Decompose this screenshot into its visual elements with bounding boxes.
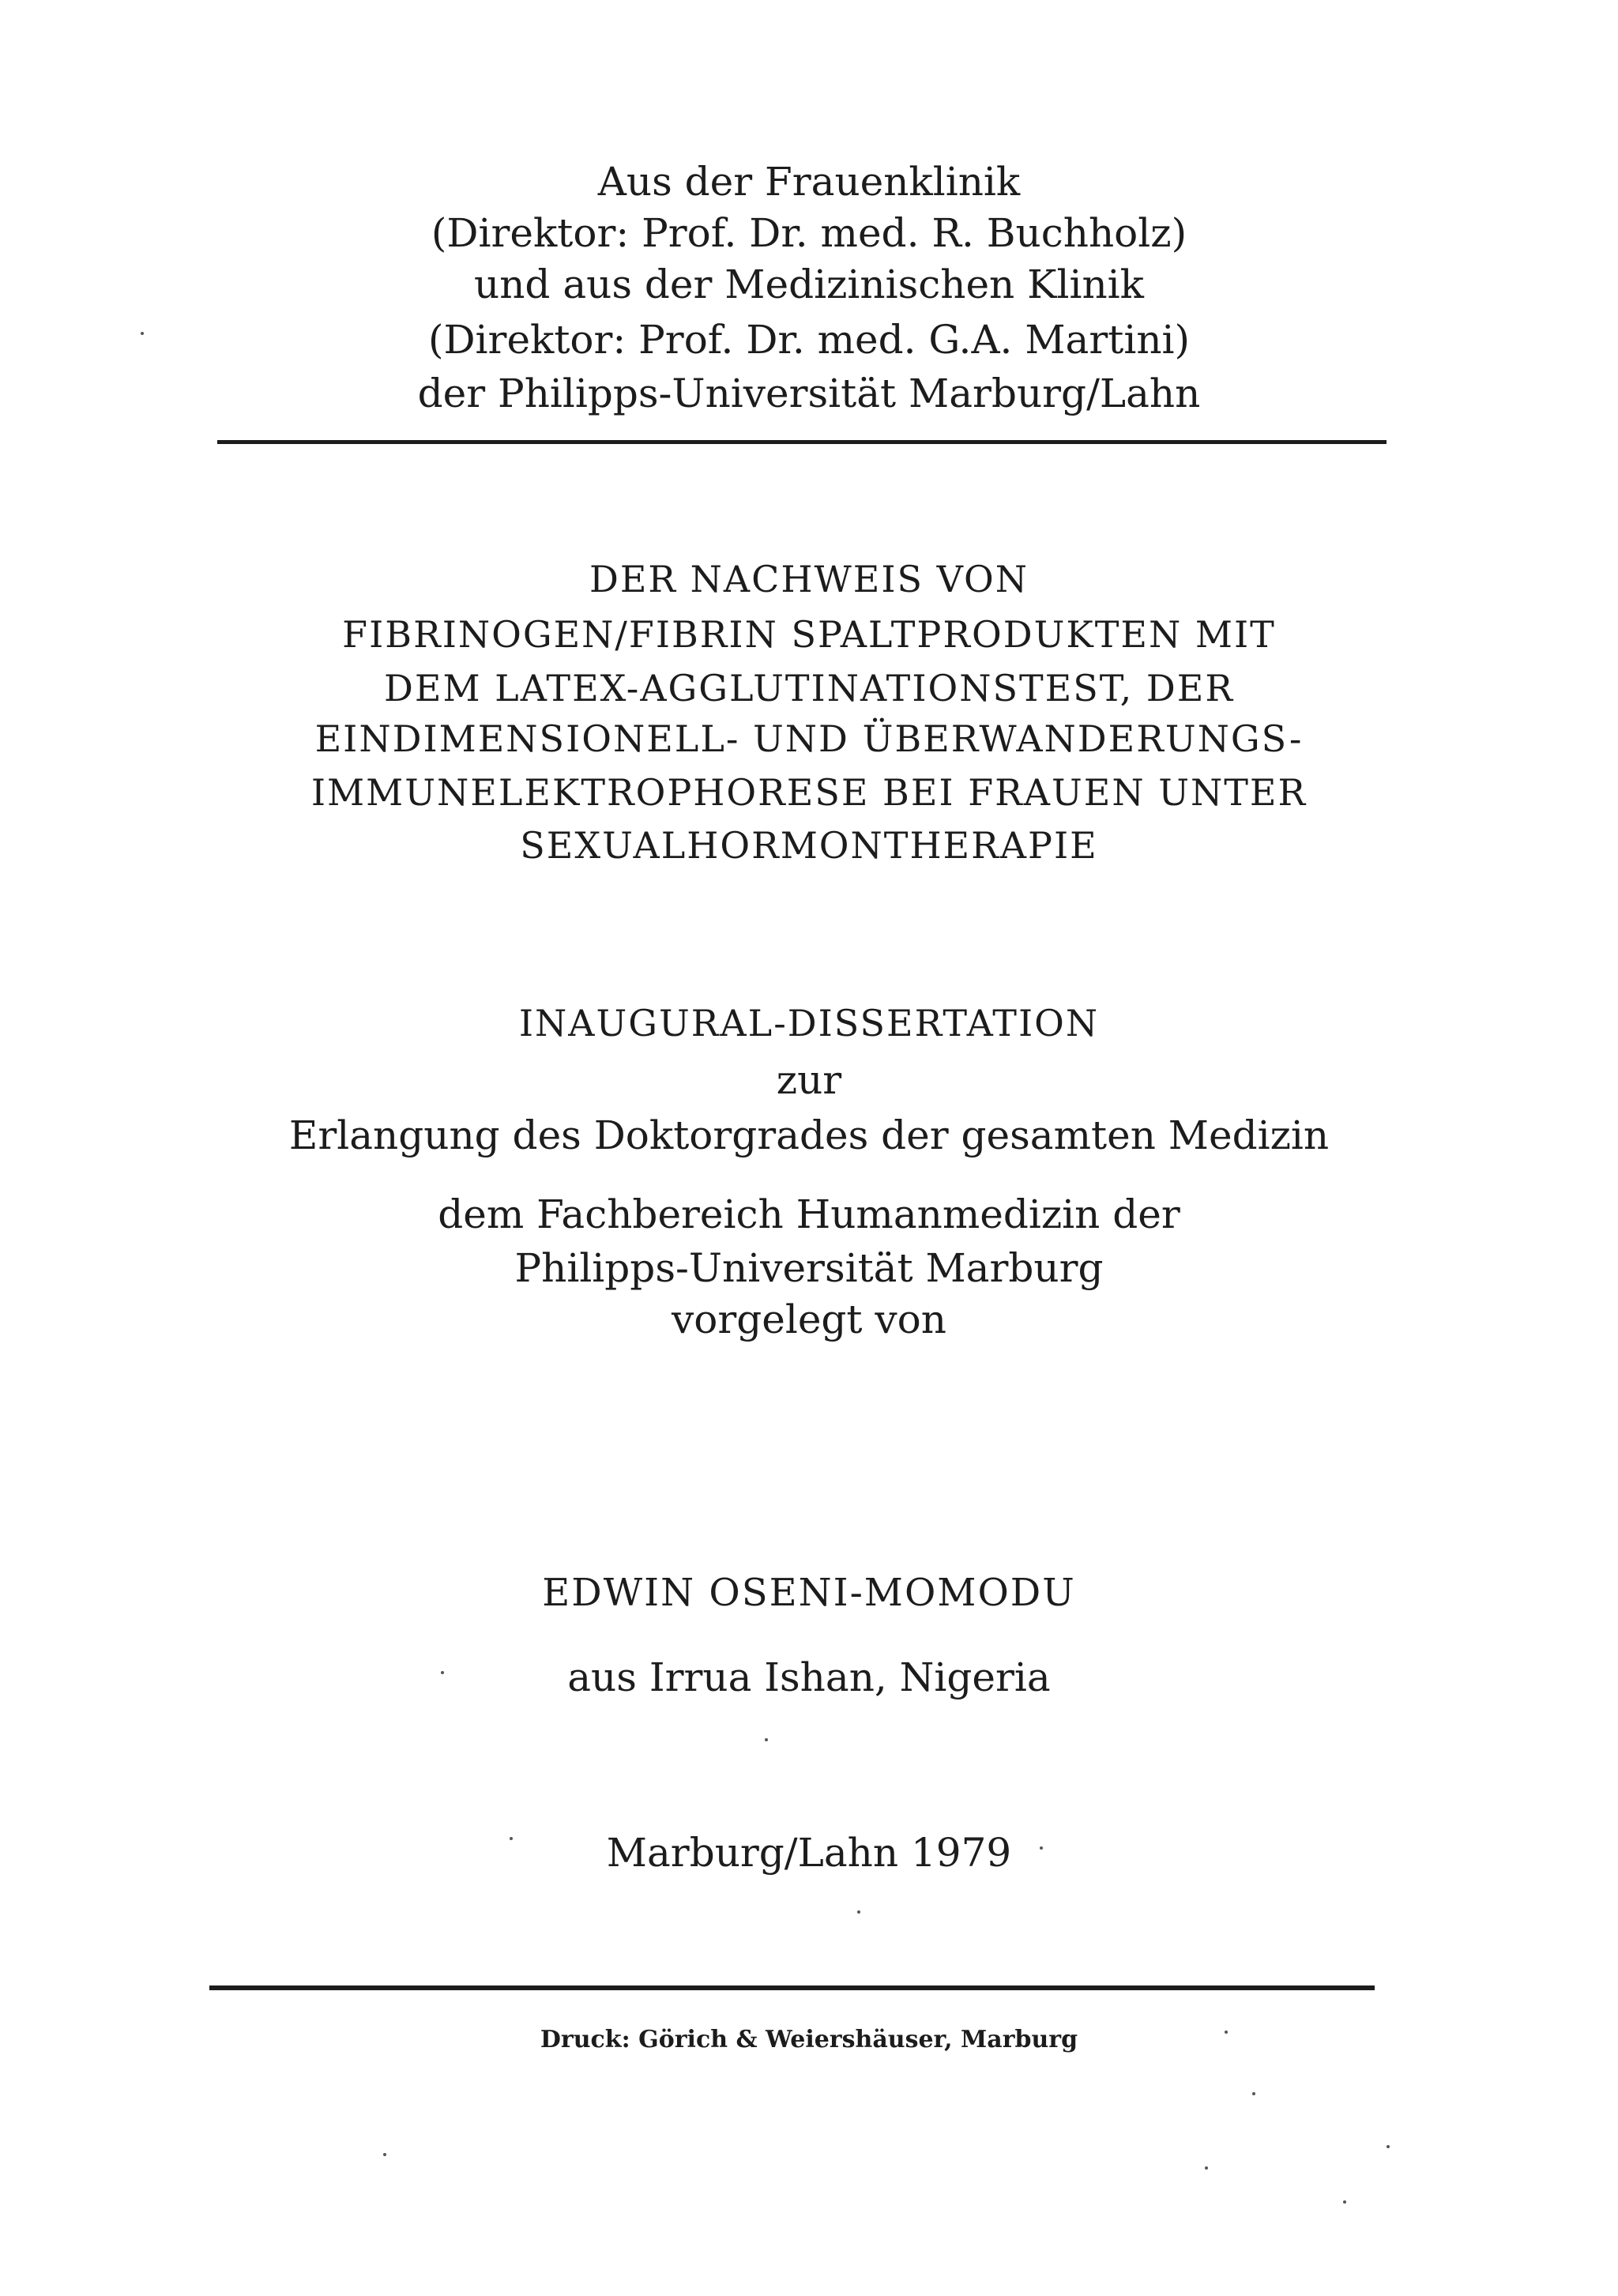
institution-line-5: der Philipps-Universität Marburg/Lahn [417, 371, 1201, 416]
statement-line-6: vorgelegt von [672, 1297, 946, 1342]
statement-line-2: zur [776, 1057, 842, 1103]
scan-speck [441, 1671, 444, 1674]
title-line-1: DER NACHWEIS VON [589, 558, 1029, 600]
scan-speck [141, 332, 144, 335]
scan-speck [1387, 2145, 1390, 2148]
title-line-5: IMMUNELEKTROPHORESE BEI FRAUEN UNTER [310, 771, 1308, 814]
institution-line-4: (Direktor: Prof. Dr. med. G.A. Martini) [427, 317, 1191, 363]
author-origin: aus Irrua Ishan, Nigeria [567, 1654, 1051, 1700]
scan-speck [383, 2153, 386, 2156]
title-line-4: EINDIMENSIONELL- UND ÜBERWANDERUNGS- [314, 717, 1304, 760]
top-divider-rule [217, 440, 1387, 444]
author-name: EDWIN OSENI-MOMODU [542, 1571, 1076, 1615]
title-line-3: DEM LATEX-AGGLUTINATIONSTEST, DER [383, 667, 1235, 710]
scan-speck [765, 1738, 768, 1741]
title-line-2: FIBRINOGEN/FIBRIN SPALTPRODUKTEN MIT [342, 613, 1276, 656]
scan-speck [1225, 2031, 1228, 2034]
statement-line-3: Erlangung des Doktorgrades der gesamten Medizin [288, 1112, 1330, 1158]
place-and-year: Marburg/Lahn 1979 [606, 1830, 1012, 1876]
statement-line-4: dem Fachbereich Humanmedizin der [438, 1191, 1180, 1237]
title-line-6: SEXUALHORMONTHERAPIE [520, 824, 1098, 867]
institution-line-2: (Direktor: Prof. Dr. med. R. Buchholz) [431, 210, 1187, 256]
scan-speck [857, 1910, 860, 1914]
scan-speck [1343, 2200, 1346, 2204]
scan-speck [1252, 2092, 1255, 2095]
bottom-divider-rule [209, 1985, 1375, 1990]
scan-speck [1205, 2166, 1208, 2170]
statement-line-5: Philipps-Universität Marburg [514, 1245, 1104, 1291]
printer-imprint: Druck: Görich & Weiershäuser, Marburg [540, 2026, 1078, 2053]
institution-line-1: Aus der Frauenklinik [597, 159, 1021, 205]
scan-speck [510, 1837, 513, 1840]
institution-line-3: und aus der Medizinischen Klinik [474, 262, 1144, 307]
scan-speck [1040, 1846, 1043, 1850]
statement-line-1: INAUGURAL-DISSERTATION [518, 1002, 1100, 1044]
